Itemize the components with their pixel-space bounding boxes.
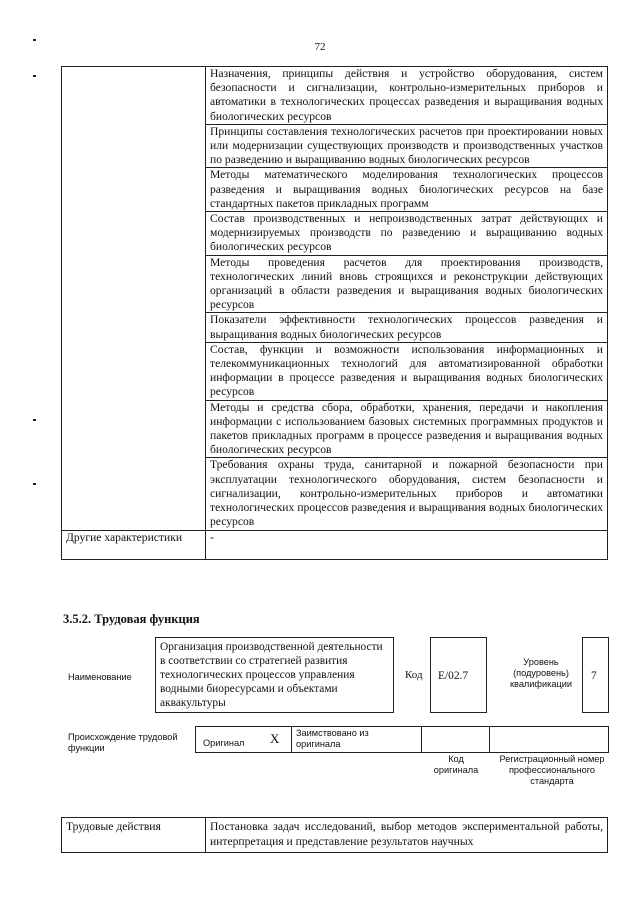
knowledge-item: Методы и средства сбора, обработки, хранения, передачи и накопления информации с использованием базовых системных программных продуктов и пакетов прикладных программ в процессе разведения и выращивания водных биологических ресурсов xyxy=(206,400,608,458)
knowledge-item: Состав производственных и непроизводственных затрат действующих и модернизируемых производств по разведению и выращиванию водных биологических ресурсов xyxy=(206,212,608,256)
margin-mark xyxy=(33,75,36,77)
section-title: 3.5.2. Трудовая функция xyxy=(63,612,200,626)
knowledge-item: Принципы составления технологических расчетов при проектировании новых или модернизации существующих производств и производственных участков по разведению и выращиванию водных биологических ресурсов xyxy=(206,124,608,168)
name-label: Наименование xyxy=(68,672,132,682)
level-box xyxy=(582,637,609,713)
knowledge-item: Методы проведения расчетов для проектирования производств, технологических линий вновь строящихся и реконструкции действующих организаций в области разведения и выращивания водных биологических ресурсов xyxy=(206,255,608,313)
knowledge-item: Требования охраны труда, санитарной и пожарной безопасности при эксплуатации технологического оборудования, систем безопасности и сигнализации, контрольно-измерительных приборов и автоматики технологических процессов разведения и выращивания водных биологических ресурсов xyxy=(206,458,608,530)
knowledge-label-cell xyxy=(62,67,206,531)
actions-table xyxy=(61,817,608,853)
knowledge-item: Состав, функции и возможности использования информационных и телекоммуникационных технологий для автоматизированной обработки информации в процессе разведения и выращивания водных биологических ресурсов xyxy=(206,342,608,400)
level-label: Уровень (подуровень) квалификации xyxy=(510,657,572,689)
code-origin-caption: Код оригинала xyxy=(433,754,479,775)
original-label: Оригинал xyxy=(203,738,245,748)
actions-label: Трудовые действия xyxy=(62,818,206,853)
knowledge-item: Методы математического моделирования технологических процессов разведения и выращивания водных биологических ресурсов на базе стандартных пакетов прикладных программ xyxy=(206,168,608,212)
knowledge-table xyxy=(61,66,608,560)
original-mark: X xyxy=(270,731,280,746)
borrowed-label: Заимствовано из оригинала xyxy=(296,728,369,749)
actions-item: Постановка задач исследований, выбор методов экспериментальной работы, интерпретация и представление результатов научных xyxy=(206,818,608,853)
function-name-box xyxy=(155,637,394,713)
table-row xyxy=(62,818,608,853)
margin-mark xyxy=(33,483,36,485)
reg-number-caption: Регистрационный номер профессионального стандарта xyxy=(499,754,605,786)
knowledge-item: Назначения, принципы действия и устройство оборудования, систем безопасности и сигнализации, контрольно-измерительных приборов и автоматики в технологических процессах разведения и выращивания водных биологических ресурсов xyxy=(206,67,608,125)
margin-mark xyxy=(33,419,36,421)
page-number: 72 xyxy=(314,41,326,53)
other-characteristics-label: Другие характеристики xyxy=(62,530,206,559)
code-value: E/02.7 xyxy=(438,670,469,682)
function-name-value: Организация производственной деятельности в соответствии со стратегией развития технологических процессов управления водными биоресурсами и объектами аквакультуры xyxy=(160,641,383,709)
table-row xyxy=(62,530,608,559)
code-label: Код xyxy=(405,669,423,681)
knowledge-item: Показатели эффективности технологических процессов разведения и выращивания водных биологических ресурсов xyxy=(206,313,608,342)
level-value: 7 xyxy=(591,670,597,682)
other-characteristics-value: - xyxy=(206,530,608,559)
origin-label: Происхождение трудовой функции xyxy=(68,732,178,753)
code-box xyxy=(430,637,487,713)
table-row xyxy=(62,67,608,125)
